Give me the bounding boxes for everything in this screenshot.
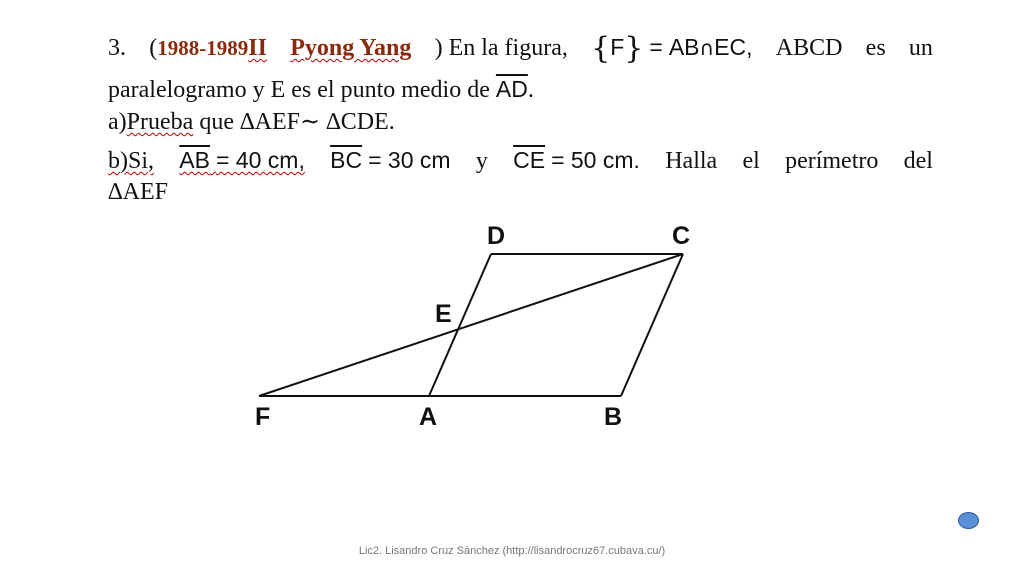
slide-nav-button[interactable]: [958, 512, 979, 529]
set-expression: {F} = AB∩EC,: [591, 31, 753, 66]
abcd-text: ABCD: [775, 35, 843, 61]
del-text: del: [903, 148, 933, 174]
ce-measure: $\overline{CE} = 50$ cm.: [513, 147, 640, 173]
prueba-word: Prueba: [126, 109, 194, 135]
es-text: es: [865, 35, 886, 61]
triangle-aef: ∆AEF: [108, 179, 169, 205]
problem-city: Pyong Yang: [290, 35, 412, 61]
perimetro-text: perímetro: [785, 148, 879, 174]
label-b: B: [604, 403, 623, 431]
label-a: A: [419, 403, 438, 431]
problem-line-2: paralelogramo y E es el punto medio de $\overline{AD}$.: [108, 76, 534, 103]
problem-year: 1988-1989: [157, 36, 249, 60]
footer-credit: Lic2. Lisandro Cruz Sánchez (http://lisandrocruz67.cubava.cu/): [358, 545, 666, 557]
problem-intro: ) En la figura,: [434, 35, 568, 61]
label-c: C: [672, 222, 691, 250]
un-text: un: [908, 35, 933, 61]
ab-measure: AB = 40 cm,: [179, 147, 305, 173]
part-a: a)Prueba que ∆AEF∼ ∆CDE.: [108, 109, 395, 135]
label-d: D: [487, 222, 506, 250]
label-f: F: [255, 403, 271, 431]
problem-source: (1988-1989II: [149, 35, 267, 61]
label-e: E: [435, 300, 452, 328]
segment-b-c: [621, 254, 683, 396]
part-b-label: b)Si,: [108, 148, 155, 174]
el-text: el: [742, 148, 760, 174]
y-text: y: [475, 148, 488, 174]
segment-f-c: [259, 254, 683, 396]
halla-text: Halla: [665, 148, 718, 174]
segment-ad: $\overline{AD}$: [495, 76, 528, 102]
problem-number: 3.: [108, 35, 126, 61]
problem-edition: II: [248, 35, 267, 61]
bc-measure: $\overline{BC} = 30$ cm: [330, 147, 451, 173]
